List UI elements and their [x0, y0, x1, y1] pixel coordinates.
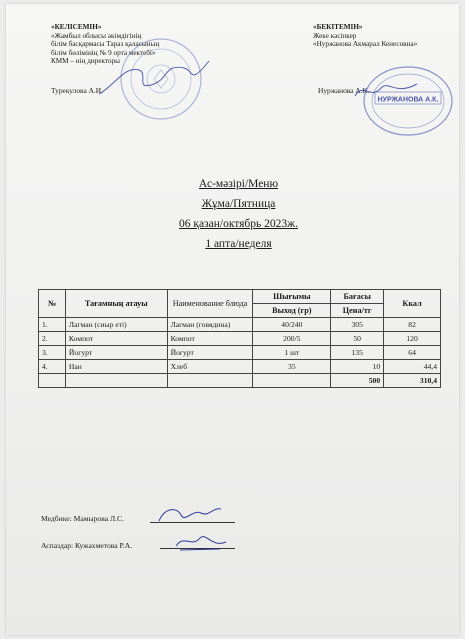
- cell-name-kz: Йогурт: [65, 346, 167, 360]
- cell-kcal: 64: [384, 346, 441, 360]
- total-row: [39, 374, 441, 388]
- cell-name-ru: Йогурт: [167, 346, 253, 360]
- cell-name-ru: Хлеб: [167, 360, 253, 374]
- cell-yield: 35: [253, 360, 331, 374]
- signature-icon: [351, 74, 421, 104]
- table-row: [39, 346, 441, 360]
- menu-week: 1 апта/неделя: [205, 238, 272, 250]
- col-header-kcal: Ккал: [384, 290, 441, 318]
- menu-title-block: [6, 174, 465, 254]
- cell-kcal: 120: [384, 332, 441, 346]
- signature-icon: [94, 56, 214, 101]
- cell-name-ru: Лагман (говядина): [167, 318, 253, 332]
- table-row: [39, 360, 441, 374]
- col-header-name-ru: Наименование блюда: [167, 290, 253, 318]
- cell-price: 10: [331, 360, 384, 374]
- cell-kcal: 44,4: [384, 360, 441, 374]
- cell-yield: 200/5: [253, 332, 331, 346]
- cell-num: 1.: [39, 318, 66, 332]
- menu-date: 06 қазан/октябрь 2023ж.: [179, 218, 298, 230]
- menu-table: [38, 289, 441, 388]
- approval-left-line: білім басқармасы Тараз қаласының: [51, 40, 160, 49]
- approval-left-line: білім бөлімінің № 9 орта мектебі»: [51, 48, 156, 57]
- menu-day: Жұма/Пятница: [201, 198, 276, 210]
- cell-name-kz: Нан: [65, 360, 167, 374]
- col-header-name-kz: Тағамның атауы: [65, 290, 167, 318]
- cell-num: 3.: [39, 346, 66, 360]
- cell-num: 2.: [39, 332, 66, 346]
- nurse-signature-label: Медбике: Мамырова Л.С.: [41, 514, 124, 523]
- total-price: 500: [331, 374, 384, 388]
- approval-left-line: «Жамбыл облысы әкімдігінің: [51, 31, 142, 40]
- approval-right-line: Жеке кәсіпкер: [313, 31, 357, 40]
- cell-name-kz: Компот: [65, 332, 167, 346]
- table-row: [39, 332, 441, 346]
- approval-left-line: КММ – нің директоры: [51, 57, 120, 66]
- col-header-yield-kz: Шығымы: [253, 290, 331, 304]
- cell-num: 4.: [39, 360, 66, 374]
- cell-price: 135: [331, 346, 384, 360]
- col-header-num: №: [39, 290, 66, 318]
- col-header-yield-ru: Выход (гр): [253, 304, 331, 318]
- cell-yield: 40/240: [253, 318, 331, 332]
- cell-name-kz: Лагман (сиыр еті): [65, 318, 167, 332]
- menu-title: Ас-мәзірі/Меню: [198, 178, 279, 190]
- signature-icon: [155, 503, 225, 527]
- approval-left-title: «КЕЛІСЕМІН»: [51, 23, 102, 31]
- approval-right-block: [313, 23, 463, 49]
- cell-price: 305: [331, 318, 384, 332]
- approval-right-signer: Нуржанова А.К.: [318, 86, 370, 95]
- total-kcal: 310,4: [384, 374, 441, 388]
- signature-icon: [170, 530, 230, 552]
- table-row: [39, 318, 441, 332]
- col-header-price-kz: Бағасы: [331, 290, 384, 304]
- cell-name-ru: Компот: [167, 332, 253, 346]
- stamp-text: НУРЖАНОВА А.К.: [377, 96, 439, 104]
- approval-left-signer: Турекулова А.И.: [51, 86, 103, 95]
- approval-right-title: «БЕКІТЕМІН»: [313, 23, 363, 31]
- cell-kcal: 82: [384, 318, 441, 332]
- cell-yield: 1 шт: [253, 346, 331, 360]
- cell-price: 50: [331, 332, 384, 346]
- col-header-price-ru: Цена/тг: [331, 304, 384, 318]
- cook-signature-label: Аспаздар: Кужахметова Р.А.: [41, 541, 133, 550]
- approval-right-line: «Нуржанова Акмарал Кенесовна»: [313, 40, 418, 49]
